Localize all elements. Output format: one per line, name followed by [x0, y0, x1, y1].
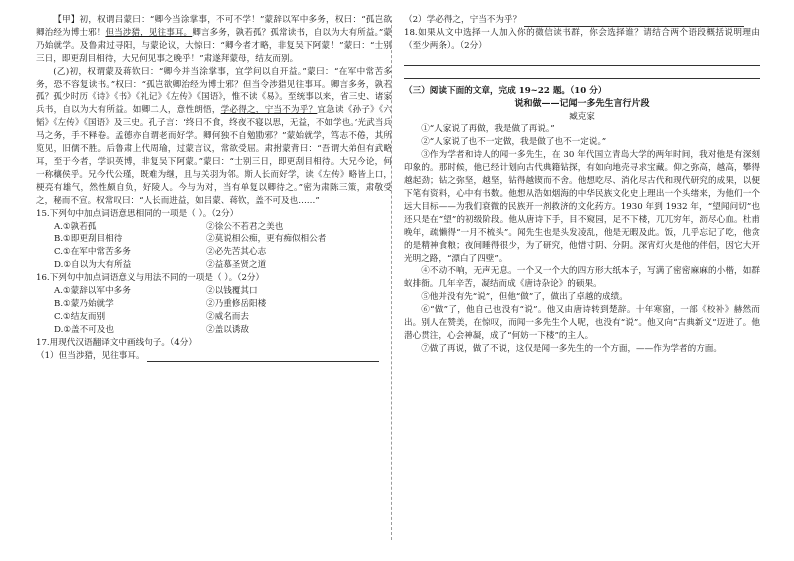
passage-a-part-4: 卿言多务，孰若孤？孤常读书，自以为大有所益。”蒙乃始就学。及鲁肃过寻阳，与蒙论议，大惊曰：“卿今者才略，非复吴下阿蒙！”蒙曰：“士别三日，即更刮目相待，大兄何见事之晚乎！”肃遂拜蒙母，结友而别。 [36, 27, 392, 64]
column-divider [391, 20, 392, 540]
passage-b-part-1: (乙)初，权谓蒙及蒋钦曰：“卿今并当涂掌事，宜学问以自开益。”蒙曰：“在军中常苦多务，恐不容复读书。”权曰：“孤岂欲卿治经为博士邪？但当令涉猎见往事耳。卿言多务，孰若孤？孤少时历《诗》《书》《礼记》《左传》《国语》，惟不读《易》。至统事以来，省三史、诸家兵书，自以为大有所益。如卿二人，意性朗悟， [36, 66, 392, 116]
question-15-options [36, 221, 392, 273]
q16-option-c-2: ②威名而去 [206, 311, 249, 322]
question-16-stem: 16.下列句中加点词语意义与用法不同的一项是（ ）。（2分） [36, 273, 265, 284]
passage-a-underlined-sentence: 但当涉猎，见往事耳。 [105, 27, 193, 38]
q15-option-d-2: ②益慕圣贤之道 [206, 260, 267, 271]
passage-b [36, 66, 392, 208]
q15-option-b-1[interactable]: B.①即更刮目相待 [54, 234, 123, 245]
q16-option-a-2: ②以钱覆其口 [206, 286, 258, 297]
q17-item2-text: （2）学必得之，宁当不为乎？ [404, 15, 522, 25]
q18-answer-line-1[interactable] [404, 53, 760, 66]
right-column [404, 14, 760, 356]
q15-option-a-1[interactable]: A.①孰若孤 [54, 221, 97, 232]
left-column [36, 14, 392, 362]
article-paragraph-6: ⑥“做”了，他自己也没有“说”。他又由唐诗转到楚辞。十年寒窗，一部《校补》赫然而出。别人在赞美，在惊叹，而闻一多先生个人呢，也没有“说”。他又向“古典新义”迈进了。他潜心贯注，心会神凝，成了“何妨一下楼”的主人。 [404, 305, 760, 341]
section-3-heading: （三）阅读下面的文章，完成 19~22 题。（10 分） [404, 85, 607, 96]
question-15-stem: 15.下列句中加点词语意思相同的一项是（ ）。（2分） [36, 208, 239, 219]
passage-b-underlined-sentence: 学必得之，宁当不为乎？ [220, 105, 318, 116]
article-paragraph-1: ①“人家说了再做，我是做了再说。” [421, 124, 555, 135]
article-author: 臧克家 [569, 111, 595, 122]
q16-option-b-2: ②乃重修岳阳楼 [206, 298, 267, 309]
article-paragraph-2: ②“人家说了也不一定做，我是做了也不一定说。” [421, 137, 607, 148]
q17-item1-text: （1）但当涉猎，见往事耳。 [36, 350, 145, 361]
article-paragraph-3: ③作为学者和诗人的闻一多先生，在 30 年代国立青岛大学的两年时间，我对他是有深刻印象的。那时候，他已经计划向古代典籍钻探，有如向地壳寻求宝藏。仰之弥高，越高，攀得越起劲；钻之弥坚，越坚，钻得越锲而不舍。他想吃尽、消化尽古代和现代研究的成果，以便下笔有资料，心中有书数。他想从浩如烟海的中华民族文化史上理出一个头绪来，为他们一个远大目标——为我们衰微的民族开一剂救济的文化药方。1930 年到 1932 年，“望闻问切”也还只是在“望”的初级阶段。他从唐诗下手，目不窥园，足不下楼，兀兀穷年，沥尽心血。杜甫晚年，疏懒得“一月不梳头”。闻先生也是头发凌乱，他是无暇及此。饭，几乎忘记了吃，他贪的是精神食粮；夜间睡得很少，为了研究，他惜寸阴、分阴。深宵灯火是他的伴侣，因它大开光明之路，“漂白了四壁”。 [404, 150, 760, 264]
q16-option-b-1[interactable]: B.①蒙乃始就学 [54, 298, 114, 309]
passage-a-part-2: 权曰：“孤岂欲卿治经为博士邪！ [36, 15, 392, 38]
q15-option-c-2: ②必先苦其心志 [206, 247, 267, 258]
q16-option-d-2: ②盖以诱敌 [206, 324, 249, 335]
q18-answer-line-2[interactable] [404, 66, 760, 79]
article-paragraph-4: ④不动不响，无声无息。一个又一个大的四方形大纸本子，写满了密密麻麻的小楷，如群蚁排衙。几年辛苦，凝结而成《唐诗杂论》的硕果。 [404, 266, 760, 290]
question-17-item-1 [36, 350, 392, 363]
q16-option-a-1[interactable]: A.①蒙辞以军中多务 [54, 286, 131, 297]
question-17-item-2 [404, 14, 760, 27]
passage-a [36, 14, 392, 66]
question-17-stem: 17.用现代汉语翻译文中画线句子。（4分） [36, 337, 197, 348]
article-title: 说和做——记闻一多先生言行片段 [514, 98, 650, 109]
q15-option-d-1[interactable]: D.①自以为大有所益 [54, 260, 132, 271]
q16-option-d-1[interactable]: D.①盖不可及也 [54, 324, 114, 335]
article-paragraph-5: ⑤他并没有先“说”，但他“做”了，做出了卓越的成绩。 [421, 292, 628, 303]
q16-option-c-1[interactable]: C.①结友而别 [54, 311, 106, 322]
question-18-stem: 18.如果从文中选择一人加入你的微信读书群，你会选择谁？请结合两个语段概括说明理由（至少两条）。（2分） [404, 27, 760, 51]
article-paragraph-7: ⑦做了再说，做了不说，这仅是闻一多先生的一个方面，——作为学者的方面。 [421, 343, 722, 354]
question-16-options [36, 285, 392, 337]
q15-option-a-2: ②徐公不若君之美也 [206, 221, 284, 232]
passage-b-part-3: 宜急读《孙子》《六韬》《左传》《国语》及三史。孔子言：‘终日不食，终夜不寝以思，无益，不如学也。’光武当兵马之务，手不释卷。孟德亦自谓老而好学。卿何独不自勉勖邪？”蒙始就学，笃志不倦，其所览见，旧儒不胜。后鲁肃上代周瑜，过蒙言议，常欲受屈。肃拊蒙背曰：“吾谓大弟但有武略耳，至于今者，学识英博，非复吴下阿蒙。”蒙曰：“士别三日，即更刮目相待。大兄今论，何一称穰侯乎。兄今代公瑾，既难为继，且与关羽为邻。斯人长而好学，读《左传》略皆上口，梗亮有雄气，然性颇自负，好陵人。今与为对，当有单复以卿待之。”密为肃陈三策，肃敬受之，秘而不宣。权常叹曰：“人长而进益，如吕蒙、蒋钦，盖不可及也……” [36, 105, 392, 206]
q15-option-c-1[interactable]: C.①在军中常苦多务 [54, 247, 131, 258]
q17-item2-answer-line[interactable] [524, 16, 744, 27]
q17-item1-answer-line[interactable] [147, 351, 379, 362]
q15-option-b-2: ②莫说相公痴，更有痴似相公者 [206, 234, 327, 245]
passage-a-part-1: 【甲】初，权谓吕蒙曰：“卿今当涂掌事，不可不学！”蒙辞以军中多务， [53, 15, 335, 25]
